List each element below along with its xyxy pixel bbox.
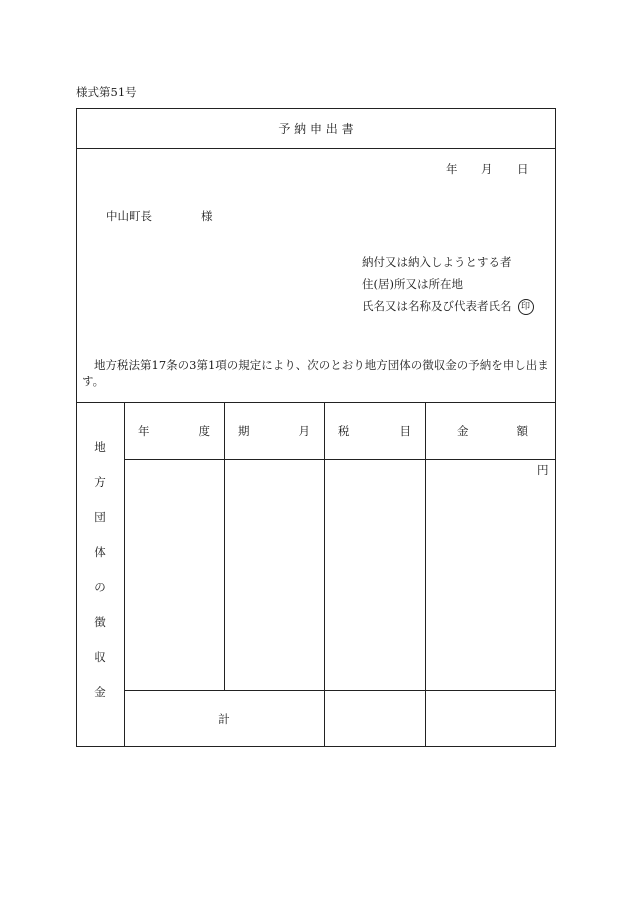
- date-day: 日: [517, 162, 529, 176]
- applicant-name-row: [362, 298, 534, 315]
- header-amount: 金 額: [457, 423, 528, 438]
- form-number: 様式第51号: [76, 85, 137, 99]
- seal-mark: 印: [518, 299, 534, 315]
- header-period: 期 月: [238, 423, 310, 438]
- applicant-address-label: 住(居)所又は所在地: [362, 277, 463, 291]
- applicant-label: 納付又は納入しようとする者: [362, 255, 512, 269]
- applicant-name-label: 氏名又は名称及び代表者氏名: [362, 299, 512, 313]
- addressee-honorific: 様: [201, 209, 213, 223]
- side-label: 地 方 団 体 の 徴 収 金: [94, 440, 106, 699]
- form-title: 予 納 申 出 書: [278, 121, 354, 136]
- addressee-name: 中山町長: [106, 209, 152, 223]
- header-fiscal-year: 年 度: [138, 423, 210, 438]
- table-total-divider: [124, 690, 556, 691]
- date-month: 月: [481, 162, 493, 176]
- title-divider: [76, 148, 556, 149]
- statement-text: 地方税法第17条の3第1項の規定により、次のとおり地方団体の徴収金の予納を申し出ます。: [82, 358, 549, 388]
- date-year: 年: [446, 162, 458, 176]
- table-header-divider: [124, 459, 556, 460]
- total-label: 計: [218, 712, 230, 726]
- currency-unit: 円: [537, 463, 549, 477]
- header-tax-item: 税 目: [338, 423, 411, 438]
